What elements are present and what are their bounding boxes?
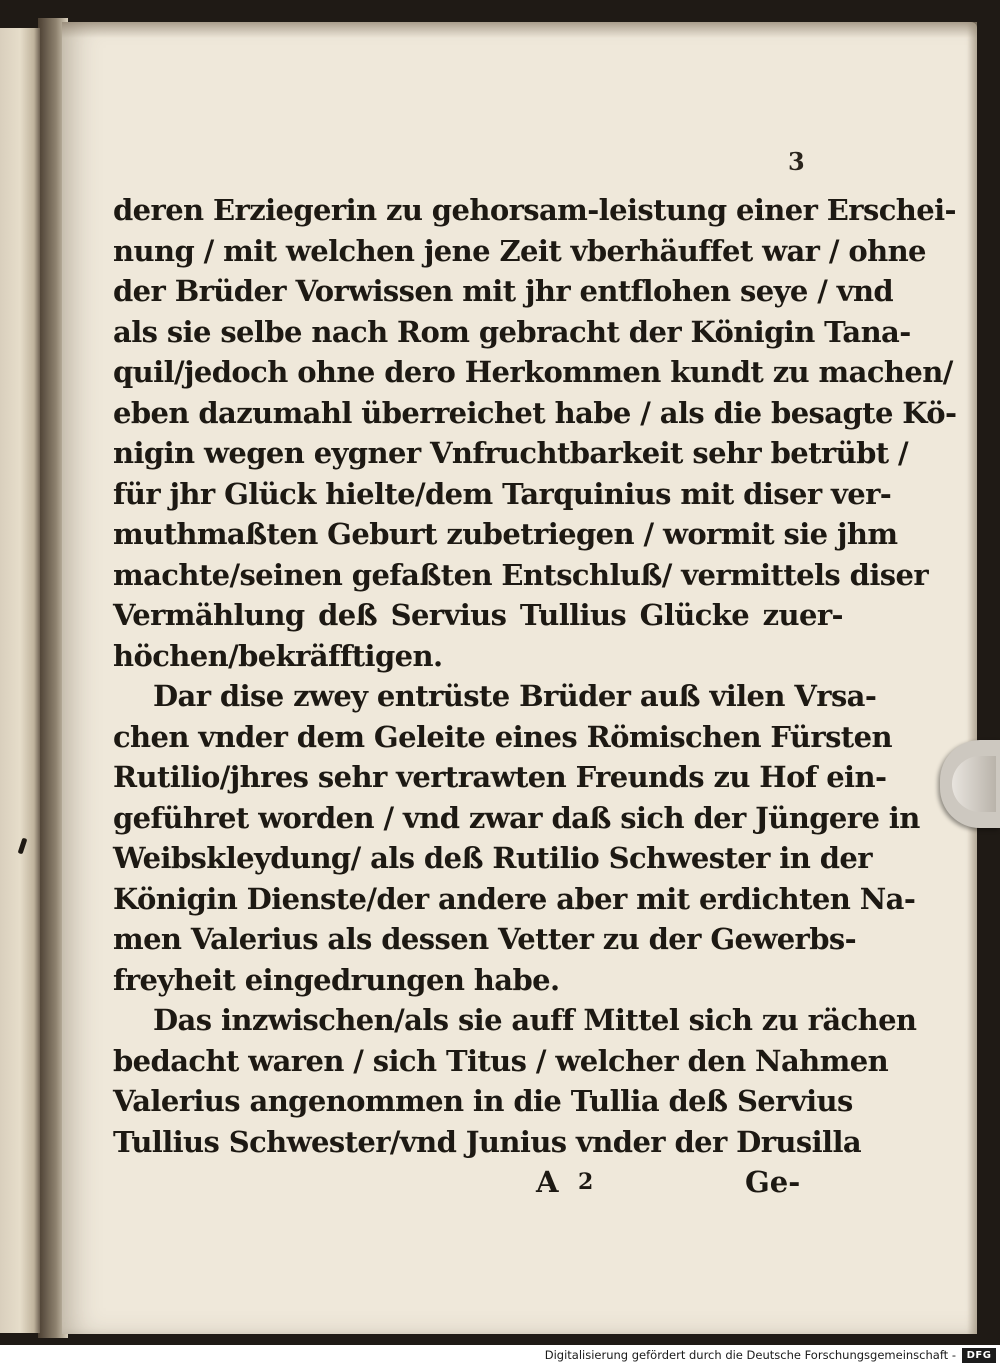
- text-line: Vermählung deß Servius Tullius Glücke zuer-: [113, 598, 843, 632]
- paragraph-start: Dar dise zwey entrüste Brüder auß vilen Vrsa-: [153, 679, 877, 713]
- text-line: höchen/bekräfftigen.: [113, 638, 443, 673]
- page-turn-handle-icon: [952, 756, 996, 812]
- text-line: Rutilio/jhres sehr vertrawten Freunds zu Hof ein-: [113, 760, 887, 794]
- signature-mark: A: [536, 1165, 559, 1199]
- page-number: 3: [788, 147, 805, 176]
- text-line: Königin Dienste/der andere aber mit erdichten Na-: [113, 881, 916, 916]
- body-text: [113, 190, 957, 1162]
- text-line: quil/jedoch ohne dero Herkommen kundt zu machen/: [113, 355, 953, 389]
- text-line: bedacht waren / sich Titus / welcher den Nahmen: [113, 1043, 889, 1078]
- text-line: der Brüder Vorwissen mit jhr entflohen seye / vnd: [113, 274, 894, 308]
- dfg-logo: DFG: [962, 1348, 996, 1363]
- catchword: Ge-: [745, 1165, 801, 1199]
- facing-page-edge: [0, 28, 40, 1333]
- funding-credit: Digitalisierung gefördert durch die Deutsche Forschungsgemeinschaft -: [544, 1348, 956, 1362]
- text-line: Weibskleydung/ als deß Rutilio Schwester in der: [113, 841, 872, 875]
- text-line: als sie selbe nach Rom gebracht der Königin Tana-: [113, 314, 911, 349]
- text-line: nung / mit welchen jene Zeit vberhäuffet war / ohne: [113, 233, 926, 268]
- text-line: machte/seinen gefaßten Entschluß/ vermittels diser: [113, 557, 929, 592]
- text-line: Valerius angenommen in die Tullia deß Servius: [113, 1084, 853, 1118]
- text-line: für jhr Glück hielte/dem Tarquinius mit diser ver-: [113, 476, 892, 511]
- page-right-edge: [967, 22, 977, 1334]
- text-line: eben dazumahl überreichet habe / als die besagte Kö-: [113, 395, 957, 430]
- footer-bar: [0, 1345, 1000, 1367]
- page-top-shadow: [62, 22, 977, 38]
- text-line: geführet worden / vnd zwar daß sich der Jüngere in: [113, 800, 920, 835]
- text-line: men Valerius als dessen Vetter zu der Gewerbs-: [113, 922, 857, 956]
- text-line: deren Erziegerin zu gehorsam-leistung einer Erschei-: [113, 193, 956, 227]
- text-line: freyheit eingedrungen habe.: [113, 962, 560, 997]
- paragraph-start: Das inzwischen/als sie auff Mittel sich zu rächen: [153, 1003, 917, 1037]
- text-line: chen vnder dem Geleite eines Römischen Fürsten: [113, 719, 892, 754]
- page-footer-line: [113, 1165, 843, 1201]
- text-line: Tullius Schwester/vnd Junius vnder der Drusilla: [113, 1124, 862, 1159]
- text-line: nigin wegen eygner Vnfruchtbarkeit sehr betrübt /: [113, 436, 909, 470]
- signature-number: 2: [578, 1169, 594, 1195]
- text-line: muthmaßten Geburt zubetriegen / wormit sie jhm: [113, 517, 898, 551]
